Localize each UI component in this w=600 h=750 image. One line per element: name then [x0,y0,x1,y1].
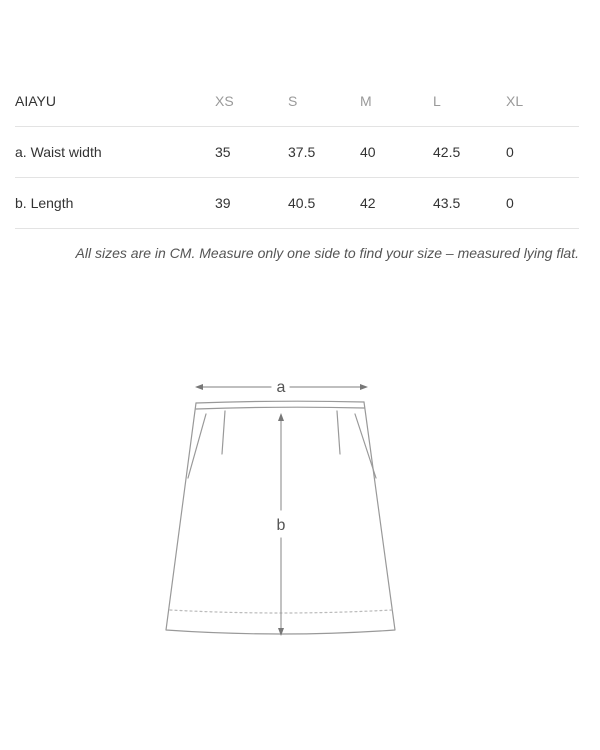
arrow-right-icon [360,384,368,390]
length-row [15,178,579,229]
waist-s-value: 37.5 [288,127,360,178]
left-dart [222,411,225,454]
arrow-down-icon [278,628,284,636]
waistband-top-edge [196,401,364,403]
arrow-left-icon [195,384,203,390]
length-l-value: 43.5 [433,178,506,229]
length-s-value: 40.5 [288,178,360,229]
length-xs-value: 39 [215,178,288,229]
waist-m-value: 40 [360,127,433,178]
skirt-measurement-diagram [150,370,420,650]
length-xl-value: 0 [506,178,579,229]
size-m-header: M [360,76,433,127]
size-s-header: S [288,76,360,127]
row-label: a. Waist width [15,127,215,178]
size-chart-table [15,76,579,229]
brand-name: AIAYU [15,76,215,127]
size-xl-header: XL [506,76,579,127]
right-pocket [355,414,376,478]
size-header-row [15,76,579,127]
waist-xs-value: 35 [215,127,288,178]
size-l-header: L [433,76,506,127]
dimension-label-b: b [276,517,286,534]
skirt-illustration [150,370,420,650]
right-dart [337,411,340,454]
dimension-label-a: a [276,379,286,396]
arrow-up-icon [278,413,284,421]
size-xs-header: XS [215,76,288,127]
waist-l-value: 42.5 [433,127,506,178]
length-m-value: 42 [360,178,433,229]
row-label: b. Length [15,178,215,229]
measurement-note: All sizes are in CM. Measure only one side to find your size – measured lying flat. [75,245,579,261]
waistband-bottom-edge [196,407,364,409]
waist-width-row [15,127,579,178]
waist-xl-value: 0 [506,127,579,178]
